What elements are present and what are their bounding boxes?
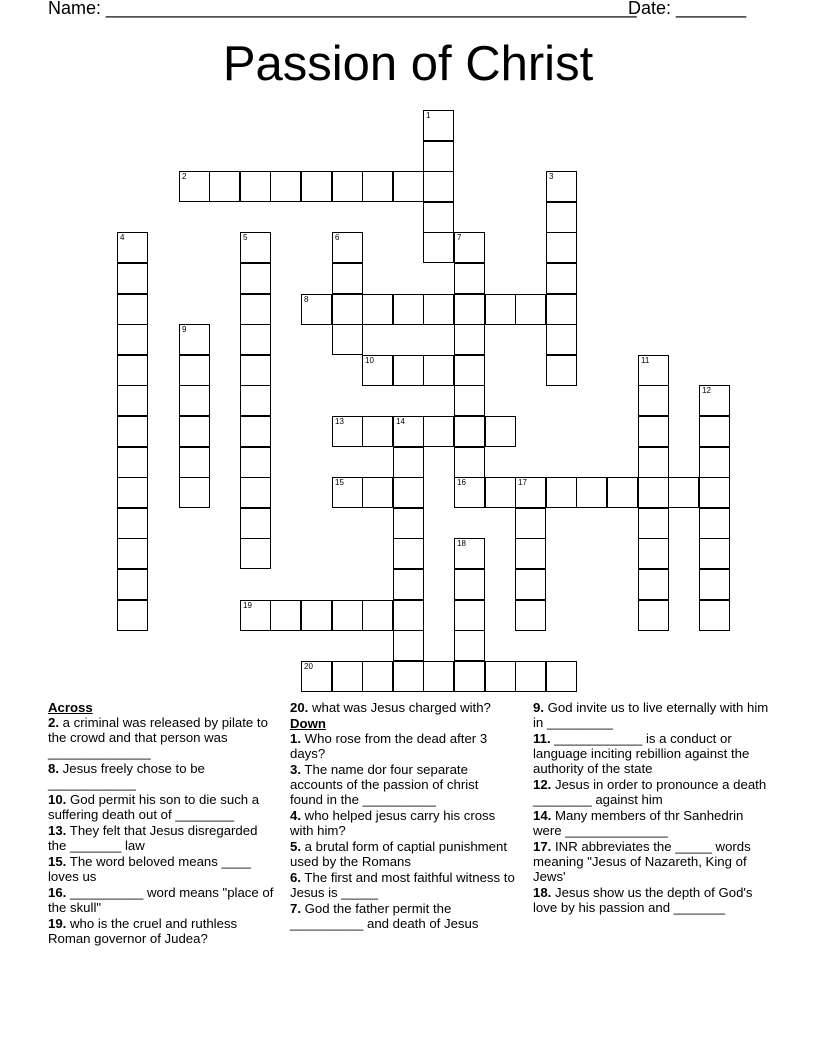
crossword-cell[interactable] (699, 447, 730, 478)
cell-number: 15 (335, 478, 344, 487)
crossword-cell[interactable] (454, 263, 485, 294)
clue-text: what was Jesus charged with? (308, 700, 491, 715)
down-clue-5 (290, 840, 515, 870)
crossword-cell[interactable] (515, 508, 546, 539)
crossword-cell[interactable] (179, 385, 210, 416)
crossword-cell[interactable] (117, 538, 148, 569)
crossword-cell[interactable] (393, 508, 424, 539)
clue-number: 5. (290, 838, 301, 854)
crossword-cell[interactable] (638, 569, 669, 600)
down-clue-4 (290, 809, 515, 839)
down-clue-11 (533, 732, 773, 777)
clue-text: a brutal form of captial punishment used by the Romans (290, 838, 507, 869)
clue-text: __________ word means "place of the skull" (48, 884, 274, 915)
crossword-cell[interactable] (301, 600, 332, 631)
crossword-cell[interactable] (362, 600, 393, 631)
clue-text: They felt that Jesus disregarded the _______ law (48, 822, 258, 853)
crossword-cell[interactable] (240, 538, 271, 569)
crossword-cell[interactable] (393, 416, 424, 447)
down-clue-14 (533, 809, 773, 839)
crossword-cell[interactable] (393, 447, 424, 478)
crossword-cell[interactable] (454, 447, 485, 478)
across-clue-8 (48, 762, 278, 792)
crossword-cell[interactable] (270, 600, 301, 631)
cell-number: 17 (518, 478, 527, 487)
crossword-cell[interactable] (332, 661, 363, 692)
clue-number: 12. (533, 776, 552, 792)
crossword-cell[interactable] (485, 477, 516, 508)
across-clue-15 (48, 855, 278, 885)
crossword-cell[interactable] (362, 661, 393, 692)
crossword-cell[interactable] (638, 355, 669, 386)
clue-text: The name dor four separate accounts of the passion of christ found in the __________ (290, 762, 479, 807)
date-field-label: Date: _______ (628, 0, 747, 18)
crossword-cell[interactable] (240, 416, 271, 447)
crossword-cell[interactable] (546, 263, 577, 294)
crossword-cell[interactable] (332, 416, 363, 447)
clues-column-3 (533, 701, 773, 917)
cell-number: 4 (120, 233, 125, 242)
crossword-cell[interactable] (332, 232, 363, 263)
crossword-cell[interactable] (454, 416, 485, 447)
crossword-cell[interactable] (240, 232, 271, 263)
crossword-cell[interactable] (117, 324, 148, 355)
across-clue-13 (48, 824, 278, 854)
clue-text: INR abbreviates the _____ words meaning "Jesus of Nazareth, King of Jews' (533, 838, 751, 884)
crossword-cell[interactable] (423, 232, 454, 263)
crossword-cell[interactable] (454, 294, 485, 325)
clue-number: 3. (290, 762, 301, 777)
clue-text: The first and most faithful witness to Jesus is _____ (290, 869, 515, 900)
crossword-cell[interactable] (393, 355, 424, 386)
cell-number: 7 (457, 233, 462, 242)
clue-text: Many members of thr Sanhedrin were ______________ (533, 807, 744, 838)
cell-number: 13 (335, 417, 344, 426)
down-clue-12 (533, 778, 773, 808)
crossword-cell[interactable] (179, 477, 210, 508)
clues-column-1 (48, 701, 278, 948)
crossword-cell[interactable] (515, 600, 546, 631)
clue-number: 6. (290, 869, 301, 885)
cell-number: 20 (304, 662, 313, 671)
clue-text: ____________ is a conduct or language inciting rebillion against the authority of the state (533, 731, 750, 776)
crossword-cell[interactable] (117, 232, 148, 263)
crossword-cell[interactable] (240, 447, 271, 478)
crossword-cell[interactable] (638, 508, 669, 539)
across-clue-16 (48, 886, 278, 916)
crossword-cell[interactable] (179, 416, 210, 447)
clue-text: who is the cruel and ruthless Roman governor of Judea? (48, 915, 238, 946)
across-clue-10 (48, 793, 278, 823)
down-clue-6 (290, 871, 515, 901)
cell-number: 2 (182, 172, 187, 181)
crossword-cell[interactable] (699, 569, 730, 600)
crossword-cell[interactable] (240, 508, 271, 539)
clue-number: 14. (533, 807, 552, 823)
clue-number: 11. (533, 731, 551, 746)
crossword-cell[interactable] (546, 171, 577, 202)
cell-number: 6 (335, 233, 340, 242)
crossword-cell[interactable] (638, 416, 669, 447)
crossword-cell[interactable] (638, 477, 669, 508)
clue-number: 7. (290, 900, 301, 916)
cell-number: 19 (243, 601, 252, 610)
crossword-cell[interactable] (301, 294, 332, 325)
crossword-cell[interactable] (332, 324, 363, 355)
page-title: Passion of Christ (222, 37, 594, 91)
crossword-cell[interactable] (546, 294, 577, 325)
cell-number: 18 (457, 539, 466, 548)
crossword-cell[interactable] (179, 447, 210, 478)
crossword-cell[interactable] (393, 661, 424, 692)
crossword-cell[interactable] (638, 385, 669, 416)
crossword-cell[interactable] (485, 416, 516, 447)
crossword-cell[interactable] (179, 324, 210, 355)
clue-text: who helped jesus carry his cross with him? (290, 807, 496, 838)
clue-number: 15. (48, 853, 67, 869)
crossword-cell[interactable] (576, 477, 607, 508)
crossword-cell[interactable] (362, 355, 393, 386)
crossword-cell[interactable] (362, 294, 393, 325)
crossword-cell[interactable] (270, 171, 301, 202)
across-clue-20 (290, 701, 515, 716)
crossword-cell[interactable] (638, 538, 669, 569)
crossword-cell[interactable] (454, 630, 485, 661)
crossword-cell[interactable] (362, 477, 393, 508)
crossword-cell[interactable] (699, 477, 730, 508)
clue-text: The word beloved means ____ loves us (48, 853, 251, 884)
crossword-cell[interactable] (240, 385, 271, 416)
crossword-cell[interactable] (515, 477, 546, 508)
crossword-cell[interactable] (423, 355, 454, 386)
clue-number: 2. (48, 714, 59, 730)
cell-number: 12 (702, 386, 711, 395)
crossword-cell[interactable] (546, 661, 577, 692)
crossword-cell[interactable] (362, 171, 393, 202)
clue-text: a criminal was released by pilate to the crowd and that person was ______________ (48, 714, 268, 760)
crossword-cell[interactable] (332, 600, 363, 631)
down-clue-3 (290, 763, 515, 808)
clue-number: 4. (290, 807, 301, 823)
crossword-cell[interactable] (117, 569, 148, 600)
crossword-cell[interactable] (454, 232, 485, 263)
crossword-cell[interactable] (362, 416, 393, 447)
clue-text: Jesus in order to pronounce a death ________ against him (533, 776, 767, 807)
crossword-cell[interactable] (117, 477, 148, 508)
across-heading: Across (48, 700, 93, 715)
crossword-cell[interactable] (301, 171, 332, 202)
cell-number: 16 (457, 478, 466, 487)
crossword-cell[interactable] (393, 600, 424, 631)
cell-number: 1 (426, 111, 431, 120)
crossword-cell[interactable] (393, 477, 424, 508)
crossword-cell[interactable] (240, 477, 271, 508)
crossword-cell[interactable] (117, 508, 148, 539)
crossword-cell[interactable] (485, 294, 516, 325)
clue-number: 9. (533, 700, 544, 715)
crossword-cell[interactable] (117, 600, 148, 631)
crossword-cell[interactable] (546, 477, 577, 508)
crossword-cell[interactable] (546, 232, 577, 263)
crossword-cell[interactable] (301, 661, 332, 692)
crossword-cell[interactable] (638, 447, 669, 478)
down-clue-1 (290, 732, 515, 762)
crossword-cell[interactable] (423, 141, 454, 172)
crossword-cell[interactable] (423, 110, 454, 141)
crossword-cell[interactable] (423, 171, 454, 202)
crossword-cell[interactable] (454, 569, 485, 600)
crossword-cell[interactable] (117, 263, 148, 294)
down-clue-18 (533, 886, 773, 916)
crossword-cell[interactable] (240, 171, 271, 202)
clue-text: Jesus show us the depth of God's love by his passion and _______ (533, 884, 753, 915)
crossword-cell[interactable] (179, 171, 210, 202)
crossword-cell[interactable] (515, 661, 546, 692)
crossword-cell[interactable] (546, 324, 577, 355)
crossword-cell[interactable] (117, 447, 148, 478)
crossword-cell[interactable] (393, 538, 424, 569)
crossword-cell[interactable] (240, 600, 271, 631)
crossword-cell[interactable] (515, 294, 546, 325)
crossword-cell[interactable] (423, 294, 454, 325)
crossword-cell[interactable] (546, 202, 577, 233)
crossword-cell[interactable] (240, 324, 271, 355)
across-clue-2 (48, 716, 278, 761)
clue-text: Jesus freely chose to be ____________ (48, 760, 205, 791)
crossword-cell[interactable] (454, 324, 485, 355)
crossword-cell[interactable] (454, 477, 485, 508)
cell-number: 14 (396, 417, 405, 426)
crossword-cell[interactable] (423, 661, 454, 692)
name-field-label: Name: _____________________________________________________ (48, 0, 637, 18)
crossword-cell[interactable] (699, 600, 730, 631)
cell-number: 5 (243, 233, 248, 242)
crossword-cell[interactable] (179, 355, 210, 386)
down-clue-7 (290, 902, 515, 932)
crossword-cell[interactable] (209, 171, 240, 202)
clue-text: God permit his son to die such a suffering death out of ________ (48, 791, 260, 822)
clue-text: God invite us to live eternally with him in _________ (533, 700, 769, 730)
clue-number: 1. (290, 731, 301, 746)
crossword-cell[interactable] (454, 538, 485, 569)
down-heading: Down (290, 716, 326, 732)
crossword-cell[interactable] (117, 416, 148, 447)
cell-number: 11 (641, 356, 650, 365)
crossword-cell[interactable] (240, 355, 271, 386)
across-clue-19 (48, 917, 278, 947)
clue-number: 10. (48, 791, 67, 807)
cell-number: 10 (365, 356, 374, 365)
down-clue-9 (533, 701, 773, 731)
clue-text: God the father permit the __________ and death of Jesus (290, 900, 479, 931)
crossword-cell[interactable] (546, 355, 577, 386)
crossword-cell[interactable] (240, 263, 271, 294)
cell-number: 8 (304, 295, 309, 304)
crossword-cell[interactable] (699, 508, 730, 539)
crossword-cell[interactable] (454, 385, 485, 416)
crossword-cell[interactable] (240, 294, 271, 325)
clue-number: 19. (48, 915, 67, 931)
crossword-cell[interactable] (454, 661, 485, 692)
crossword-cell[interactable] (668, 477, 699, 508)
crossword-cell[interactable] (485, 661, 516, 692)
crossword-cell[interactable] (393, 630, 424, 661)
crossword-cell[interactable] (423, 416, 454, 447)
cell-number: 3 (549, 172, 554, 181)
down-clue-17 (533, 840, 773, 885)
crossword-cell[interactable] (332, 263, 363, 294)
crossword-cell[interactable] (393, 569, 424, 600)
clue-number: 8. (48, 760, 59, 776)
clues-column-2 (290, 701, 515, 933)
clue-number: 16. (48, 884, 67, 900)
crossword-cell[interactable] (332, 171, 363, 202)
crossword-cell[interactable] (699, 538, 730, 569)
crossword-cell[interactable] (117, 355, 148, 386)
crossword-cell[interactable] (332, 477, 363, 508)
crossword-cell[interactable] (638, 600, 669, 631)
crossword-cell[interactable] (393, 171, 424, 202)
cell-number: 9 (182, 325, 187, 334)
crossword-cell[interactable] (607, 477, 638, 508)
clue-number: 18. (533, 884, 552, 900)
clue-number: 17. (533, 838, 552, 854)
crossword-cell[interactable] (515, 538, 546, 569)
crossword-cell[interactable] (515, 569, 546, 600)
clue-number: 13. (48, 822, 67, 838)
crossword-cell[interactable] (699, 416, 730, 447)
crossword-cell[interactable] (117, 294, 148, 325)
crossword-cell[interactable] (699, 385, 730, 416)
clue-text: Who rose from the dead after 3 days? (290, 731, 488, 761)
clue-number: 20. (290, 700, 309, 715)
crossword-cell[interactable] (393, 294, 424, 325)
crossword-cell[interactable] (454, 355, 485, 386)
crossword-cell[interactable] (332, 294, 363, 325)
crossword-cell[interactable] (454, 600, 485, 631)
crossword-cell[interactable] (117, 385, 148, 416)
crossword-cell[interactable] (423, 202, 454, 233)
